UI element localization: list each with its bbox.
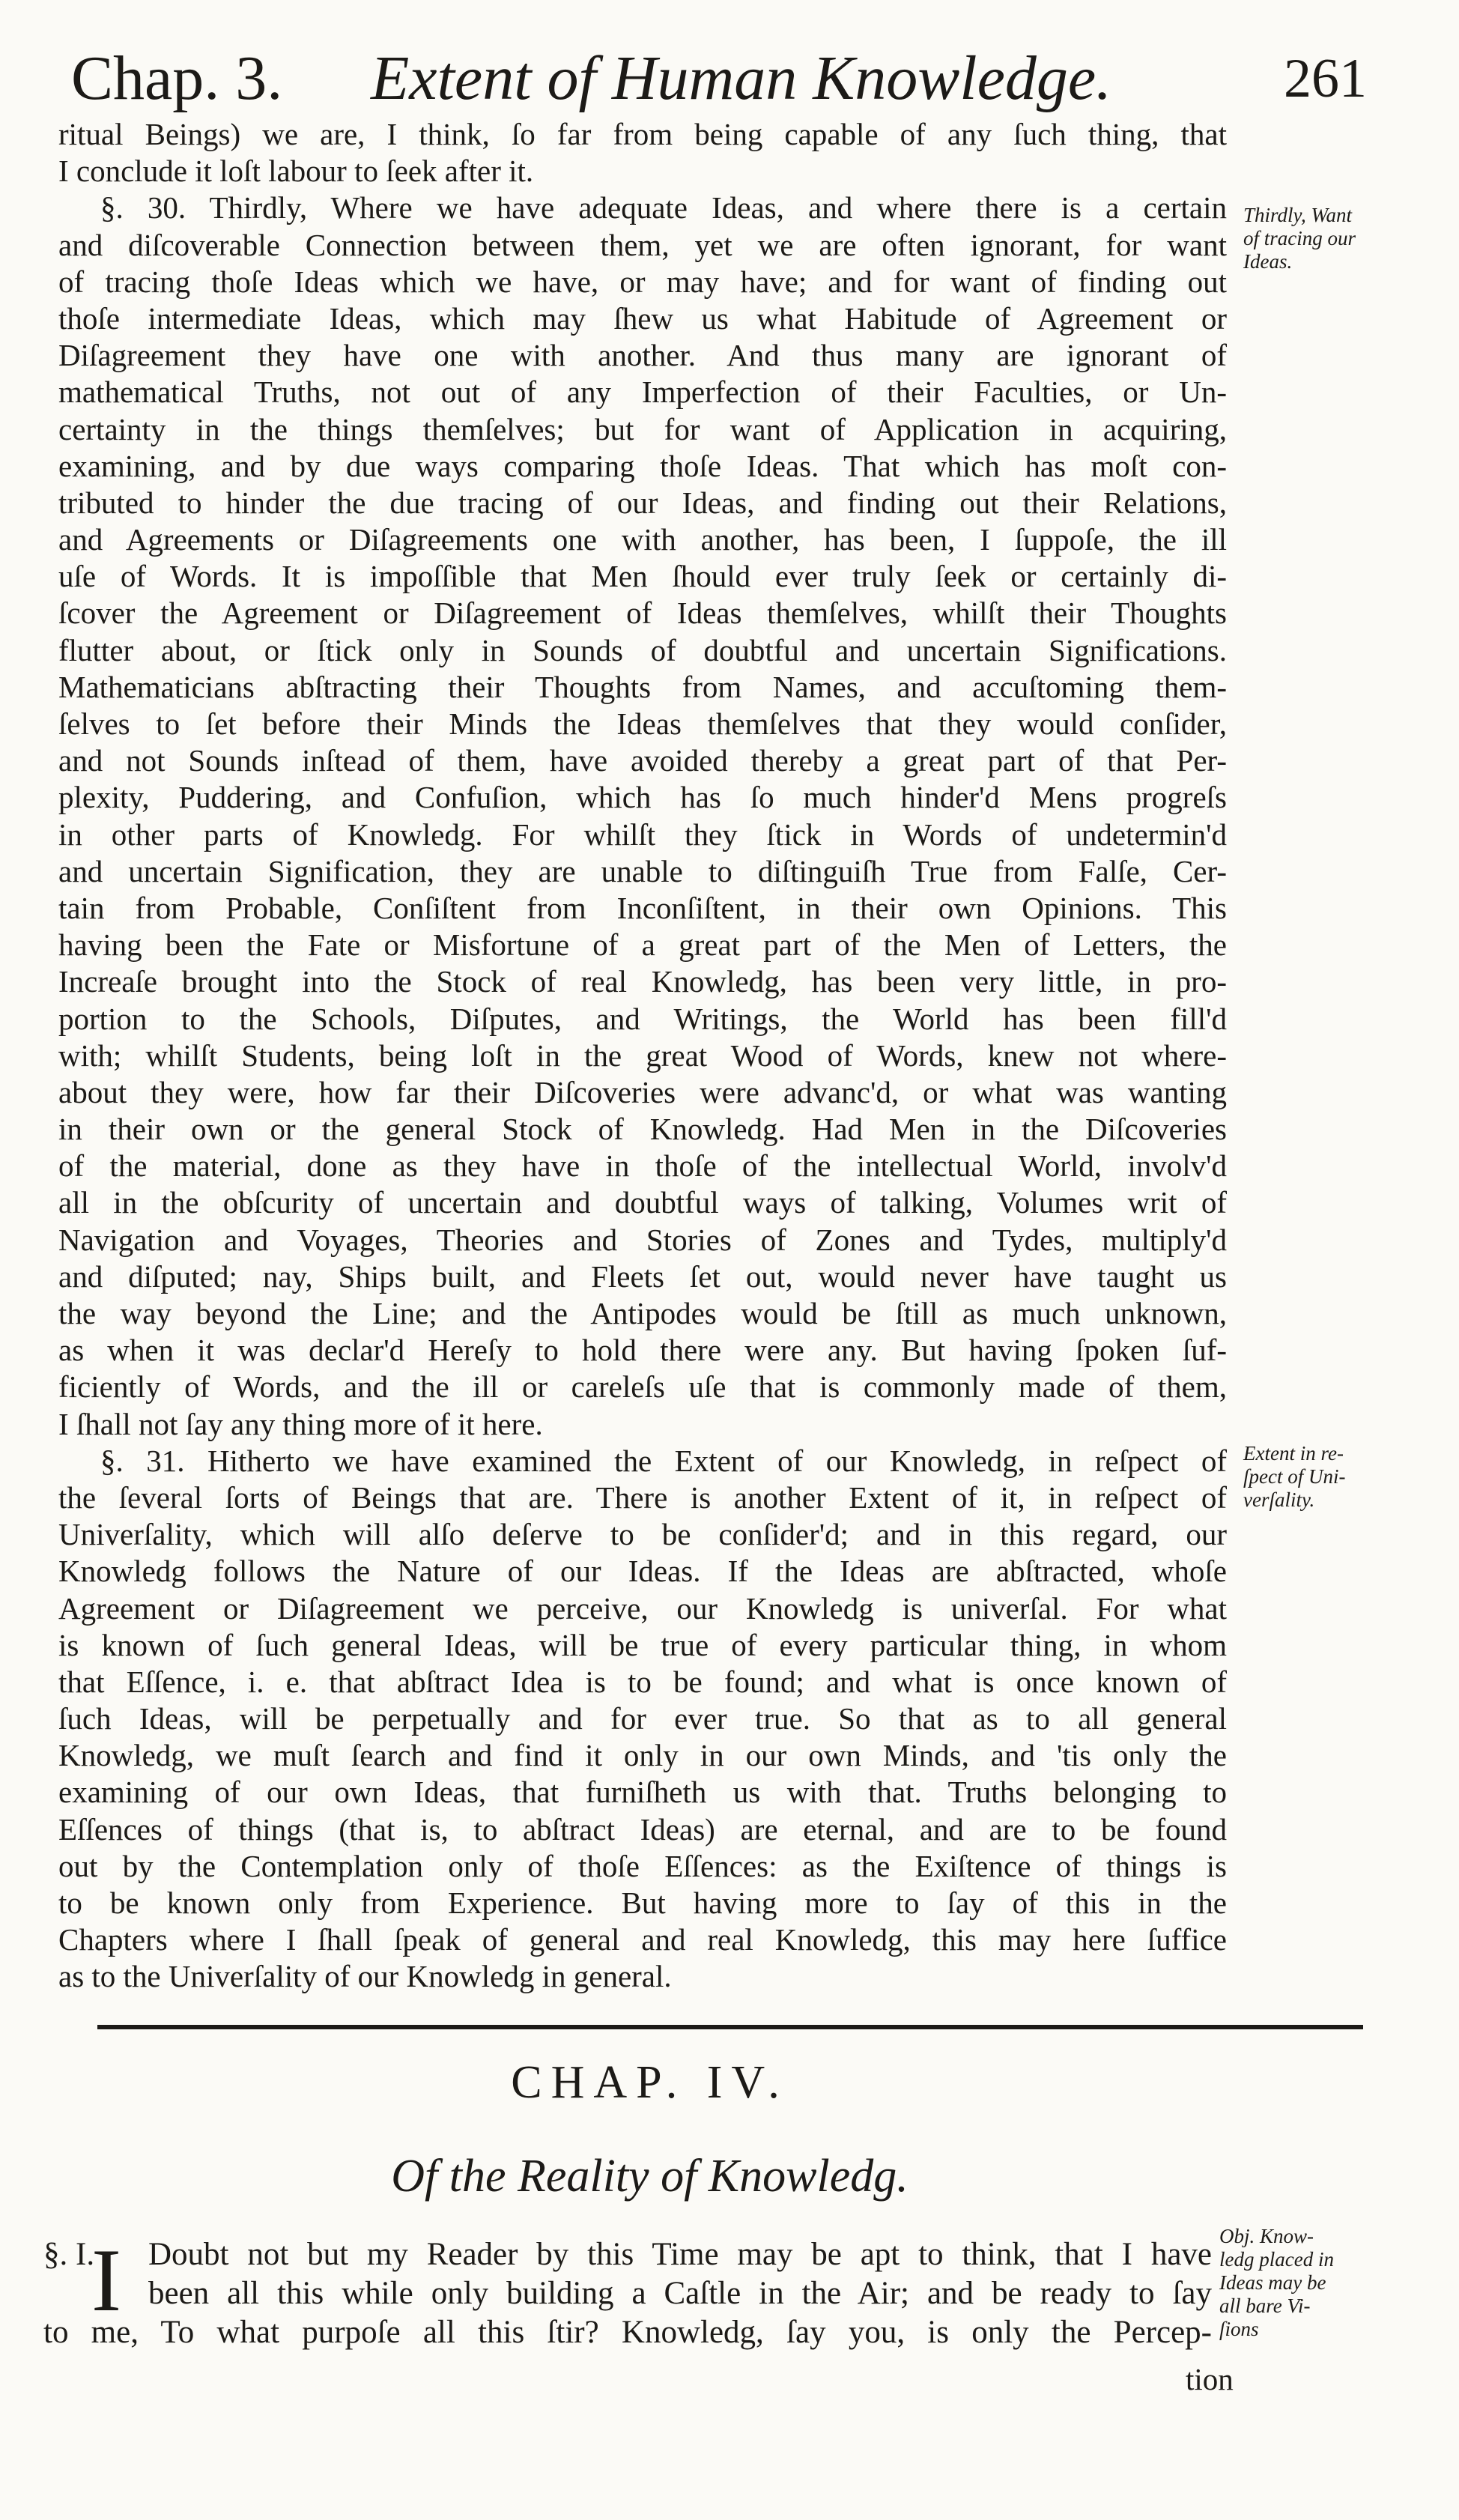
text-line: uſe of Words. It is impoſſible that Men ſhould ever truly ſeek or certainly di- <box>58 559 1227 594</box>
text-line: ritual Beings) we are, I think, ſo far from being capable of any ſuch thing, that <box>58 117 1227 151</box>
margin-note-line: Thirdly, Want <box>1243 204 1353 226</box>
text-line: Mathematicians abſtracting their Thoughts from Names, and accuſtoming them- <box>58 669 1227 704</box>
page-number: 261 <box>1284 48 1367 109</box>
margin-note-line: all bare Vi- <box>1219 2295 1311 2317</box>
text-line: having been the Fate or Misfortune of a great part of the Men of Letters, the <box>58 927 1227 963</box>
margin-note-universality <box>1243 1442 1345 1512</box>
body-text <box>58 116 1227 1996</box>
text-line: ſuch Ideas, will be perpetually and for ever true. So that as to all general <box>58 1701 1227 1736</box>
text-line: out by the Contemplation only of thoſe Eſſences: as the Exiſtence of things is <box>58 1848 1227 1883</box>
margin-note-objection <box>1219 2225 1334 2341</box>
text-line: of tracing thoſe Ideas which we have, or may have; and for want of finding out <box>58 264 1227 299</box>
text-line: Agreement or Diſagreement we perceive, our Knowledg is univerſal. For what <box>58 1590 1227 1626</box>
text-line: plexity, Puddering, and Confuſion, which has ſo much hinder'd Mens progreſs <box>58 780 1227 815</box>
text-line: in other parts of Knowledg. For whilſt they ſtick in Words of undetermin'd <box>58 817 1227 852</box>
text-line: that Eſſence, i. e. that abſtract Idea is to be found; and what is once known of <box>58 1664 1227 1699</box>
margin-note-line: of tracing our <box>1243 227 1356 249</box>
text-line: Navigation and Voyages, Theories and Stories of Zones and Tydes, multiply'd <box>58 1222 1227 1257</box>
text-line: and Agreements or Diſagreements one with another, has been, I ſuppoſe, the ill <box>58 522 1227 557</box>
margin-note-line: Ideas. <box>1243 250 1293 273</box>
text-line: to me, To what purpoſe all this ſtir? Knowledg, ſay you, is only the Percep- <box>43 2315 1212 2350</box>
margin-note-line: Obj. Know- <box>1219 2225 1314 2247</box>
text-line: examining, and by due ways comparing thoſe Ideas. That which has moſt con- <box>58 448 1227 483</box>
text-line: of the material, done as they have in thoſe of the intellectual World, involv'd <box>58 1148 1227 1184</box>
margin-note-line: ſpect of Uni- <box>1243 1465 1346 1488</box>
text-line: tain from Probable, Conſiſtent from Inconſiſtent, in their own Opinions. This <box>58 890 1227 925</box>
text-line: Knowledg, we muſt ſearch and find it only in our own Minds, and 'tis only the <box>58 1738 1227 1773</box>
text-line: to be known only from Experience. But having more to ſay of this in the <box>58 1886 1227 1920</box>
text-line: is known of ſuch general Ideas, will be true of every particular thing, in whom <box>58 1627 1227 1662</box>
text-line: §. 31. Hitherto we have examined the Extent of our Knowledg, in reſpect of <box>100 1443 1227 1478</box>
margin-note-line: verſality. <box>1243 1488 1315 1511</box>
text-line: and diſcoverable Connection between them, yet we are often ignorant, for want <box>58 227 1227 262</box>
text-line: as to the Univerſality of our Knowledg in general. <box>58 1959 672 1994</box>
chapter-subtitle: Of the Reality of Knowledg. <box>391 2151 909 2202</box>
text-line: thoſe intermediate Ideas, which may ſhew us what Habitude of Agreement or <box>58 300 1227 336</box>
text-line: about they were, how far their Diſcoveries were advanc'd, or what was wanting <box>58 1074 1227 1109</box>
margin-note-line: Ideas may be <box>1219 2271 1326 2294</box>
text-line: tributed to hinder the due tracing of our Ideas, and finding out their Relations, <box>58 485 1227 520</box>
text-line: ficiently of Words, and the ill or careleſs uſe that is commonly made of them, <box>58 1369 1227 1405</box>
section-line: Doubt not but my Reader by this Time may be apt to think, that I have <box>148 2237 1212 2272</box>
text-line: all in the obſcurity of uncertain and doubtful ways of talking, Volumes writ of <box>58 1185 1227 1220</box>
text-line: Chapters where I ſhall ſpeak of general and real Knowledg, this may here ſuffice <box>58 1922 1227 1957</box>
text-line: flutter about, or ſtick only in Sounds of doubtful and uncertain Significations. <box>58 632 1227 667</box>
text-line: and diſputed; nay, Ships built, and Fleets ſet out, would never have taught us <box>58 1259 1227 1294</box>
text-line: been all this while only building a Caſtle in the Air; and be ready to ſay <box>148 2276 1212 2311</box>
margin-note-thirdly <box>1243 204 1356 273</box>
text-line: Univerſality, which will alſo deſerve to be conſider'd; and in this regard, our <box>58 1517 1227 1552</box>
running-header <box>71 37 1367 120</box>
text-line: as when it was declar'd Hereſy to hold there were any. But having ſpoken ſuf- <box>58 1333 1227 1368</box>
margin-note-line: Extent in re- <box>1243 1442 1344 1465</box>
margin-note-line: ledg placed in <box>1219 2248 1334 2271</box>
text-line: Diſagreement they have one with another. And thus many are ignorant of <box>58 338 1227 373</box>
catchword: tion <box>1186 2362 1234 2396</box>
text-line: and not Sounds inſtead of them, have avoided thereby a great part of that Per- <box>58 743 1227 778</box>
text-line: mathematical Truths, not out of any Imperfection of their Faculties, or Un- <box>58 375 1227 410</box>
text-line: Knowledg follows the Nature of our Ideas. If the Ideas are abſtracted, whoſe <box>58 1554 1227 1589</box>
header-title: Extent of Human Knowledge. <box>371 43 1112 113</box>
text-line: Eſſences of things (that is, to abſtract Ideas) are eternal, and are to be found <box>58 1811 1227 1847</box>
chapter-heading: CHAP. IV. <box>511 2057 789 2108</box>
text-line: portion to the Schools, Diſputes, and Writings, the World has been fill'd <box>58 1001 1227 1036</box>
text-line: certainty in the things themſelves; but for want of Application in acquiring, <box>58 411 1227 446</box>
text-line: ſcover the Agreement or Diſagreement of Ideas themſelves, whilſt their Thoughts <box>58 596 1227 631</box>
section-label: §. I. <box>43 2237 95 2272</box>
drop-cap: I <box>91 2230 121 2330</box>
text-line: I conclude it loſt labour to ſeek after it. <box>58 154 534 189</box>
section-1-text <box>43 2230 1212 2352</box>
margin-note-line: ſions <box>1219 2318 1259 2340</box>
text-line: ſelves to ſet before their Minds the Ideas themſelves that they would conſider, <box>58 706 1227 741</box>
text-line: examining of our own Ideas, that furniſheth us with that. Truths belonging to <box>58 1775 1227 1810</box>
text-line: with; whilſt Students, being loſt in the great Wood of Words, knew not where- <box>58 1038 1227 1073</box>
text-line: §. 30. Thirdly, Where we have adequate Ideas, and where there is a certain <box>100 190 1227 225</box>
text-line: I ſhall not ſay any thing more of it here. <box>58 1406 543 1441</box>
text-line <box>43 2235 1212 2274</box>
text-line: Increaſe brought into the Stock of real Knowledg, has been very little, in pro- <box>58 964 1227 999</box>
text-line: in their own or the general Stock of Knowledg. Had Men in the Diſcoveries <box>58 1112 1227 1147</box>
text-line: and uncertain Signification, they are unable to diſtinguiſh True from Falſe, Cer- <box>58 853 1227 888</box>
text-line: the ſeveral ſorts of Beings that are. There is another Extent of it, in reſpect of <box>58 1479 1227 1515</box>
header-chapter: Chap. 3. <box>71 43 283 113</box>
text-line: the way beyond the Line; and the Antipodes would be ſtill as much unknown, <box>58 1296 1227 1330</box>
section-rule <box>97 2025 1363 2029</box>
